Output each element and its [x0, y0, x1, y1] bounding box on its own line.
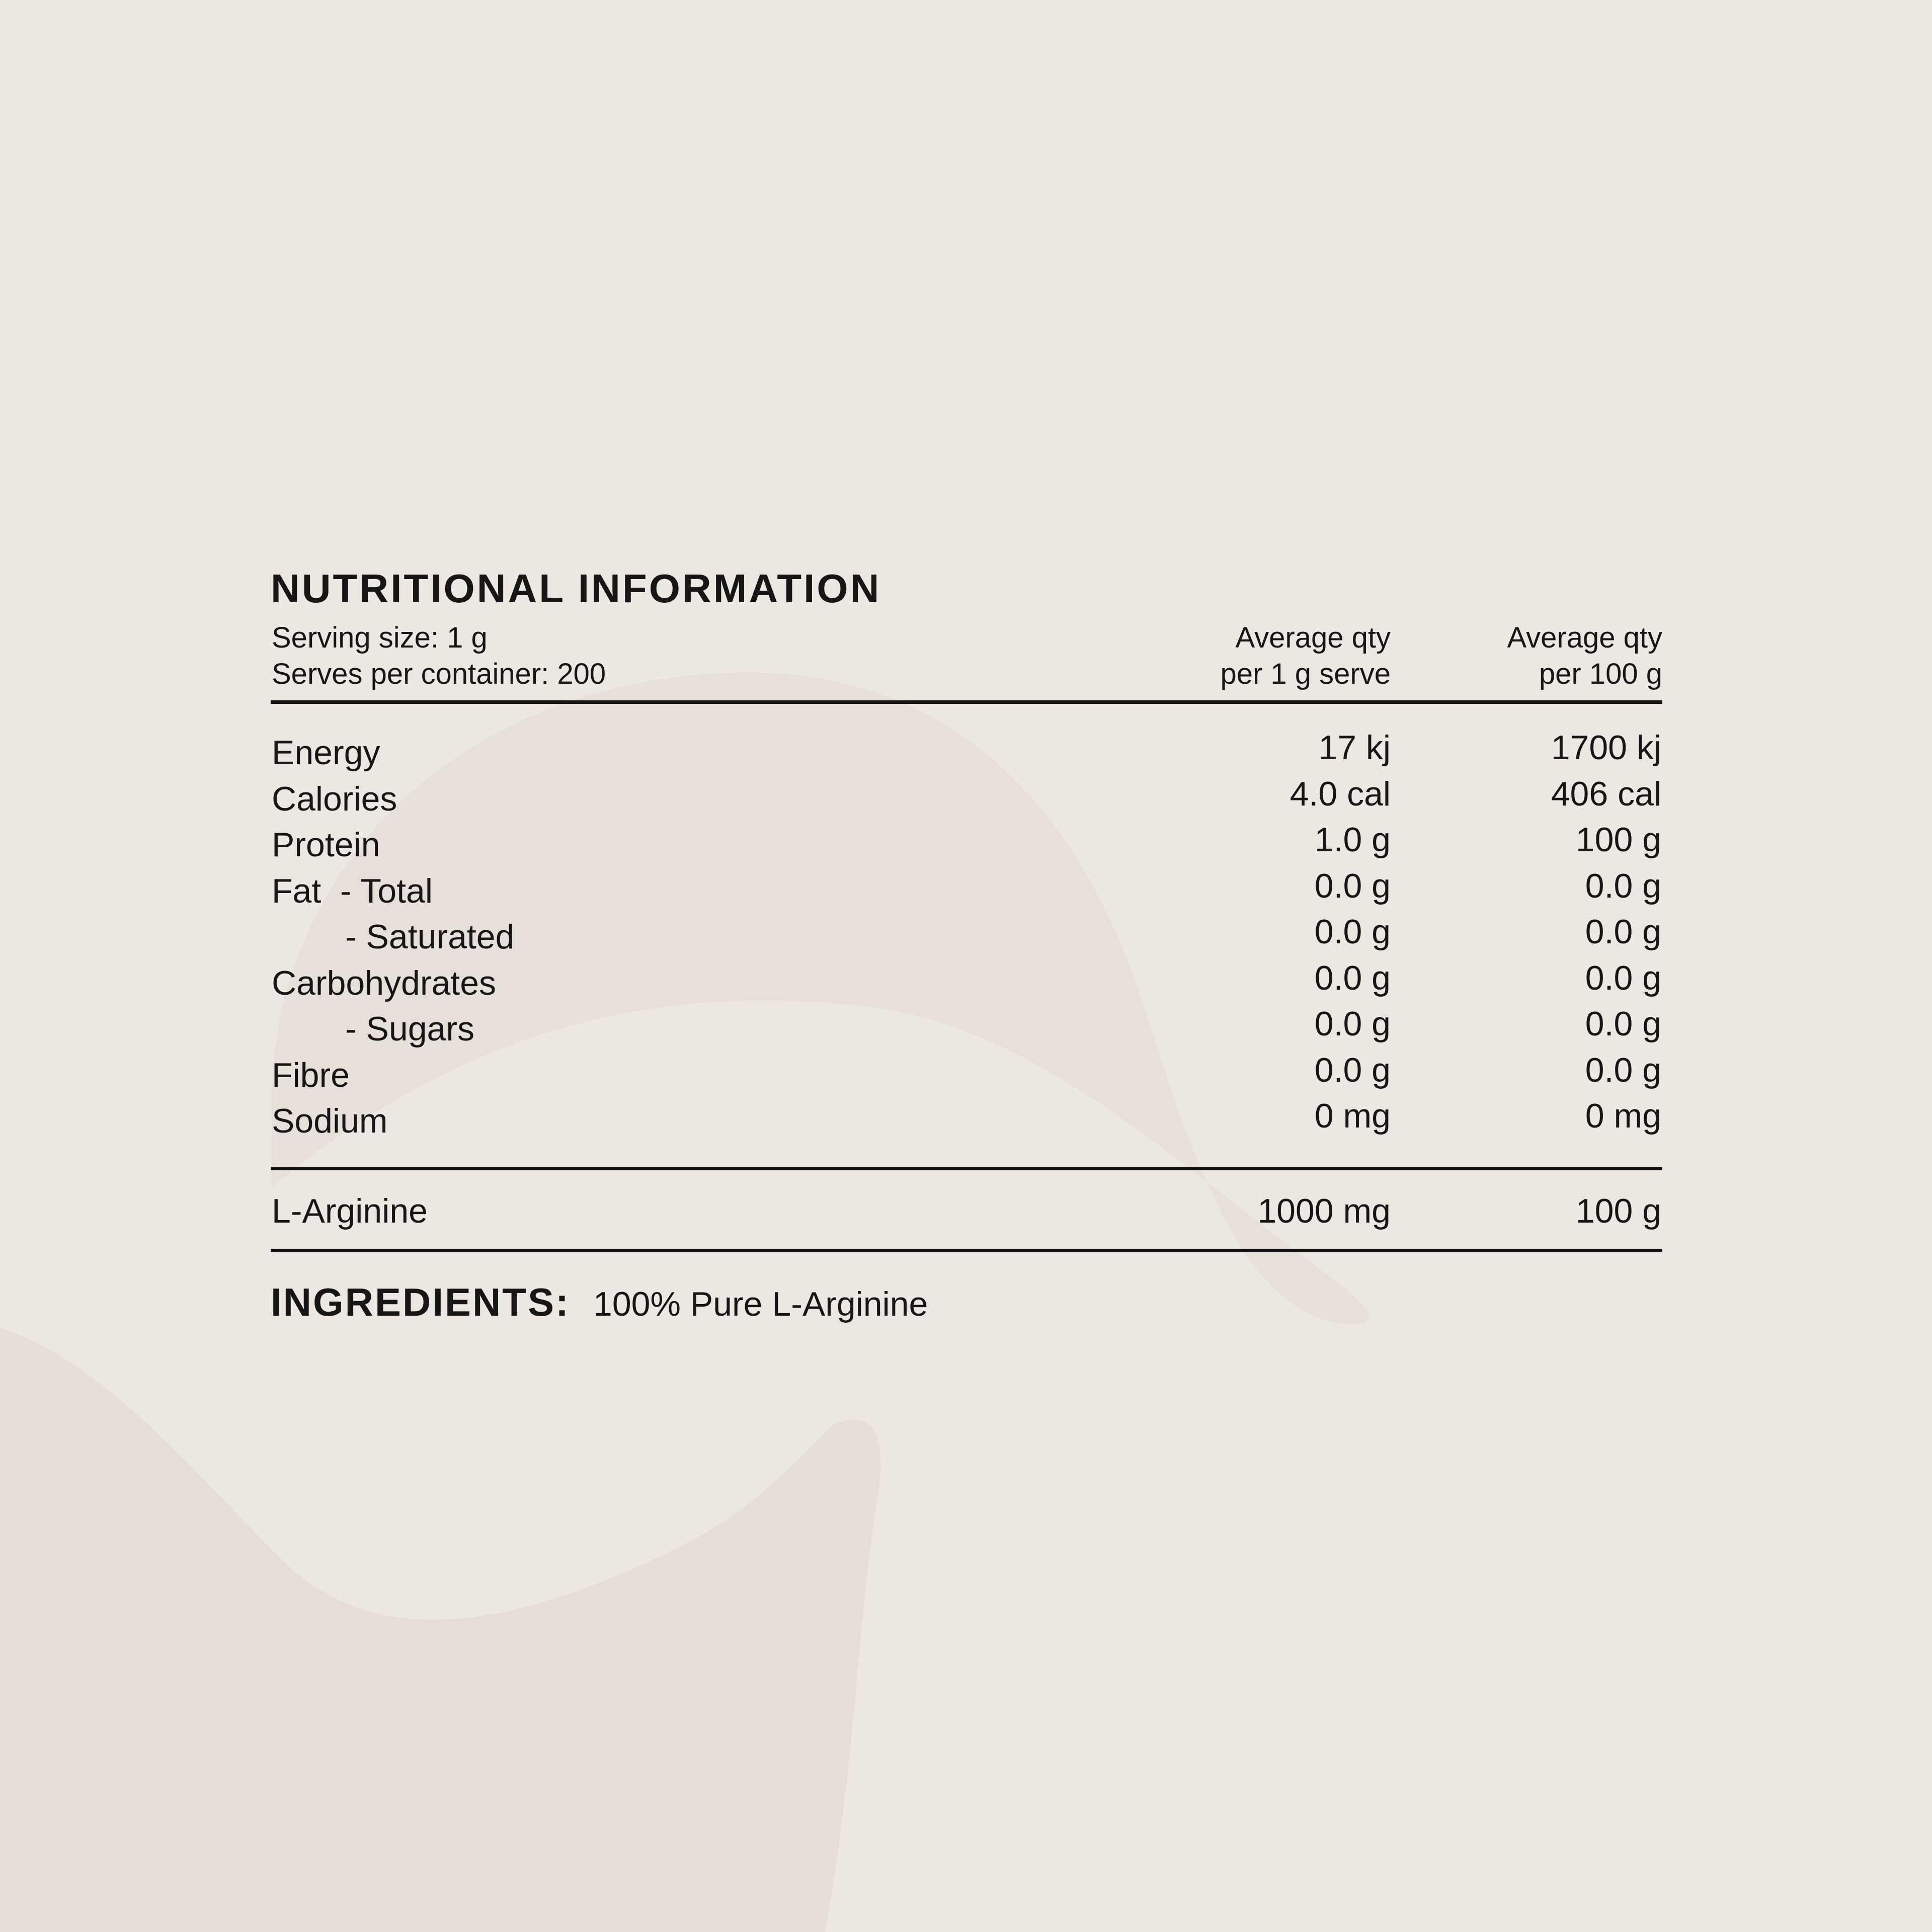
table-row	[271, 1004, 1662, 1051]
value-per-100g: 0.0 g	[1585, 866, 1661, 905]
value-per-100g: 0.0 g	[1585, 1005, 1661, 1043]
value-per-100g: 100 g	[1575, 821, 1661, 859]
background-swoosh-lower	[0, 1328, 880, 1932]
nutrient-label: Sodium	[272, 1102, 388, 1140]
nutrient-label: Fat - Total	[272, 871, 433, 910]
value-per-serve: 17 kj	[1318, 729, 1391, 767]
active-label: L-Arginine	[272, 1191, 428, 1230]
value-per-serve: 0 mg	[1314, 1097, 1391, 1135]
column-header-per-100g: Average qty per 100 g	[1507, 621, 1662, 690]
nutrition-panel	[271, 566, 1662, 1324]
ingredients-text: 100% Pure L-Arginine	[593, 1284, 928, 1323]
table-row	[271, 912, 1662, 958]
nutrient-label: - Sugars	[345, 1010, 474, 1048]
value-per-serve: 0.0 g	[1314, 866, 1391, 905]
table-row	[271, 958, 1662, 1005]
divider-middle	[271, 1167, 1662, 1170]
value-per-100g: 1700 kj	[1551, 729, 1661, 767]
value-per-serve: 0.0 g	[1314, 1051, 1391, 1089]
active-per-100g: 100 g	[1575, 1191, 1661, 1230]
value-per-serve: 0.0 g	[1314, 913, 1391, 951]
value-per-100g: 0.0 g	[1585, 1051, 1661, 1089]
value-per-100g: 0 mg	[1585, 1097, 1661, 1135]
value-per-serve: 4.0 cal	[1290, 774, 1391, 813]
table-row	[271, 1096, 1662, 1143]
nutrient-label: Calories	[272, 779, 397, 818]
divider-top	[271, 700, 1662, 704]
value-per-serve: 0.0 g	[1314, 1005, 1391, 1043]
nutrient-label: Protein	[272, 826, 380, 864]
table-row	[271, 728, 1662, 774]
serving-size: Serving size: 1 g	[272, 621, 488, 654]
ingredients-heading: INGREDIENTS:	[271, 1279, 571, 1324]
nutrient-rows	[271, 704, 1662, 1167]
divider-bottom	[271, 1249, 1662, 1252]
panel-title: NUTRITIONAL INFORMATION	[271, 566, 881, 611]
serves-per-container: Serves per container: 200	[272, 658, 606, 690]
value-per-serve: 1.0 g	[1314, 821, 1391, 859]
nutrient-label: - Saturated	[345, 918, 515, 956]
nutrient-label: Fibre	[272, 1056, 350, 1094]
value-per-serve: 0.0 g	[1314, 958, 1391, 997]
nutrient-label: Energy	[272, 734, 380, 772]
serving-header	[271, 620, 1662, 700]
value-per-100g: 0.0 g	[1585, 958, 1661, 997]
value-per-100g: 406 cal	[1551, 774, 1661, 813]
table-row	[271, 820, 1662, 866]
table-row	[271, 774, 1662, 821]
ingredients-line	[271, 1279, 1662, 1324]
value-per-100g: 0.0 g	[1585, 913, 1661, 951]
active-per-serve: 1000 mg	[1257, 1191, 1391, 1230]
active-ingredient-row	[271, 1170, 1662, 1249]
serving-info	[272, 620, 606, 692]
column-header-per-serve: Average qty per 1 g serve	[1220, 621, 1391, 690]
table-row	[271, 1051, 1662, 1097]
nutrient-label: Carbohydrates	[272, 963, 497, 1002]
table-row	[271, 866, 1662, 913]
